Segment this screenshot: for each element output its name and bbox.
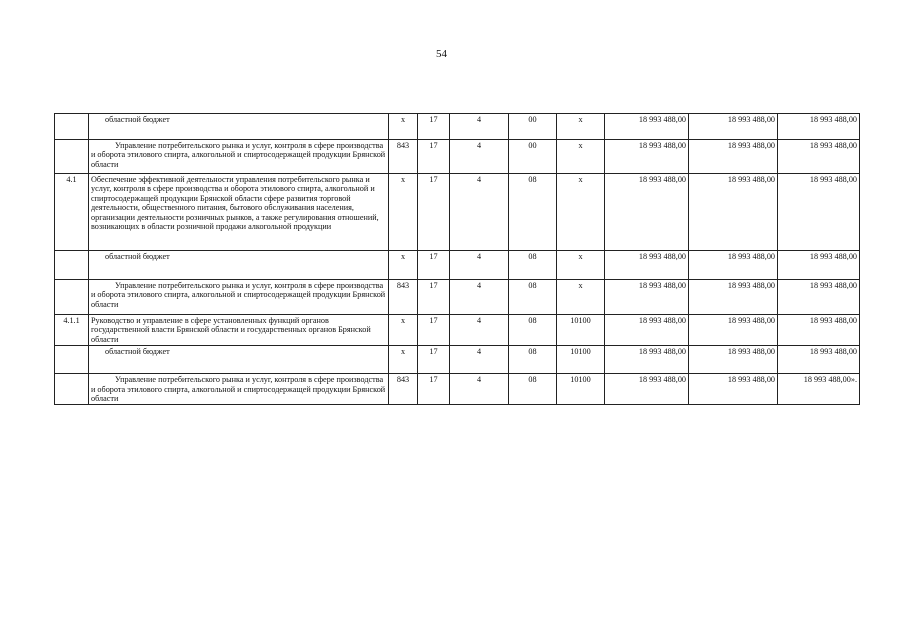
direction-code-cell: х <box>557 140 605 174</box>
direction-code-cell: 10100 <box>557 346 605 374</box>
grbs-code-cell: х <box>389 114 418 140</box>
grbs-code-cell: х <box>389 251 418 280</box>
budget-table <box>54 113 860 405</box>
direction-code-cell: х <box>557 251 605 280</box>
subprogram-code-cell: 4 <box>450 315 509 346</box>
row-number-cell <box>55 374 89 405</box>
amount-year1-cell: 18 993 488,00 <box>605 174 689 251</box>
row-name-cell: Руководство и управление в сфере установленных функций органов государственной власти Брянской области и государственных органов Брянской области <box>89 315 389 346</box>
page-number: 54 <box>436 48 447 60</box>
amount-year2-cell: 18 993 488,00 <box>689 114 778 140</box>
table-row <box>55 280 860 315</box>
table-row <box>55 140 860 174</box>
program-code-cell: 17 <box>418 346 450 374</box>
row-name-cell: Обеспечение эффективной деятельности управления потребительского рынка и услуг, контроля в сфере производства и оборота этилового спирта, алкогольной и спиртосодержащей продукции Брянской области сфере развития торговой деятельности, общественного питания, бытового обслуживания населения, организации деятельности розничных рынков, а также регулирования отношений, возникающих в области розничной продажи алкогольной продукции <box>89 174 389 251</box>
direction-code-cell: х <box>557 114 605 140</box>
program-code-cell: 17 <box>418 280 450 315</box>
main-event-code-cell: 08 <box>509 315 557 346</box>
amount-year3-cell: 18 993 488,00 <box>778 251 860 280</box>
grbs-code-cell: 843 <box>389 374 418 405</box>
amount-year2-cell: 18 993 488,00 <box>689 346 778 374</box>
row-number-cell: 4.1 <box>55 174 89 251</box>
main-event-code-cell: 08 <box>509 251 557 280</box>
program-code-cell: 17 <box>418 174 450 251</box>
subprogram-code-cell: 4 <box>450 174 509 251</box>
program-code-cell: 17 <box>418 374 450 405</box>
grbs-code-cell: х <box>389 315 418 346</box>
grbs-code-cell: х <box>389 346 418 374</box>
amount-year2-cell: 18 993 488,00 <box>689 140 778 174</box>
row-number-cell <box>55 114 89 140</box>
main-event-code-cell: 08 <box>509 374 557 405</box>
grbs-code-cell: 843 <box>389 140 418 174</box>
amount-year3-cell: 18 993 488,00 <box>778 174 860 251</box>
subprogram-code-cell: 4 <box>450 280 509 315</box>
table-row <box>55 374 860 405</box>
row-number-cell <box>55 251 89 280</box>
row-name-cell: Управление потребительского рынка и услуг, контроля в сфере производства и оборота этилового спирта, алкогольной и спиртосодержащей продукции Брянской области <box>89 140 389 174</box>
amount-year3-cell: 18 993 488,00 <box>778 315 860 346</box>
amount-year3-cell: 18 993 488,00 <box>778 114 860 140</box>
grbs-code-cell: х <box>389 174 418 251</box>
row-name-cell: Управление потребительского рынка и услуг, контроля в сфере производства и оборота этилового спирта, алкогольной и спиртосодержащей продукции Брянской области <box>89 280 389 315</box>
program-code-cell: 17 <box>418 114 450 140</box>
amount-year1-cell: 18 993 488,00 <box>605 114 689 140</box>
amount-year1-cell: 18 993 488,00 <box>605 140 689 174</box>
amount-year1-cell: 18 993 488,00 <box>605 315 689 346</box>
amount-year2-cell: 18 993 488,00 <box>689 280 778 315</box>
subprogram-code-cell: 4 <box>450 346 509 374</box>
subprogram-code-cell: 4 <box>450 140 509 174</box>
direction-code-cell: х <box>557 174 605 251</box>
amount-year1-cell: 18 993 488,00 <box>605 251 689 280</box>
table-row <box>55 346 860 374</box>
subprogram-code-cell: 4 <box>450 251 509 280</box>
direction-code-cell: 10100 <box>557 315 605 346</box>
amount-year2-cell: 18 993 488,00 <box>689 174 778 251</box>
amount-year2-cell: 18 993 488,00 <box>689 374 778 405</box>
table-row <box>55 114 860 140</box>
row-name-cell: областной бюджет <box>89 251 389 280</box>
table-row <box>55 174 860 251</box>
main-event-code-cell: 00 <box>509 140 557 174</box>
table-row <box>55 251 860 280</box>
amount-year1-cell: 18 993 488,00 <box>605 374 689 405</box>
row-name-cell: областной бюджет <box>89 114 389 140</box>
amount-year3-cell: 18 993 488,00 <box>778 346 860 374</box>
subprogram-code-cell: 4 <box>450 374 509 405</box>
program-code-cell: 17 <box>418 315 450 346</box>
amount-year3-cell: 18 993 488,00». <box>778 374 860 405</box>
amount-year3-cell: 18 993 488,00 <box>778 280 860 315</box>
row-number-cell: 4.1.1 <box>55 315 89 346</box>
main-event-code-cell: 08 <box>509 174 557 251</box>
amount-year1-cell: 18 993 488,00 <box>605 280 689 315</box>
main-event-code-cell: 08 <box>509 346 557 374</box>
row-name-cell: Управление потребительского рынка и услуг, контроля в сфере производства и оборота этилового спирта, алкогольной и спиртосодержащей продукции Брянской области <box>89 374 389 405</box>
subprogram-code-cell: 4 <box>450 114 509 140</box>
main-event-code-cell: 00 <box>509 114 557 140</box>
grbs-code-cell: 843 <box>389 280 418 315</box>
row-number-cell <box>55 280 89 315</box>
table-row <box>55 315 860 346</box>
amount-year1-cell: 18 993 488,00 <box>605 346 689 374</box>
amount-year2-cell: 18 993 488,00 <box>689 315 778 346</box>
direction-code-cell: х <box>557 280 605 315</box>
program-code-cell: 17 <box>418 251 450 280</box>
direction-code-cell: 10100 <box>557 374 605 405</box>
row-number-cell <box>55 140 89 174</box>
main-event-code-cell: 08 <box>509 280 557 315</box>
amount-year3-cell: 18 993 488,00 <box>778 140 860 174</box>
program-code-cell: 17 <box>418 140 450 174</box>
amount-year2-cell: 18 993 488,00 <box>689 251 778 280</box>
row-name-cell: областной бюджет <box>89 346 389 374</box>
row-number-cell <box>55 346 89 374</box>
